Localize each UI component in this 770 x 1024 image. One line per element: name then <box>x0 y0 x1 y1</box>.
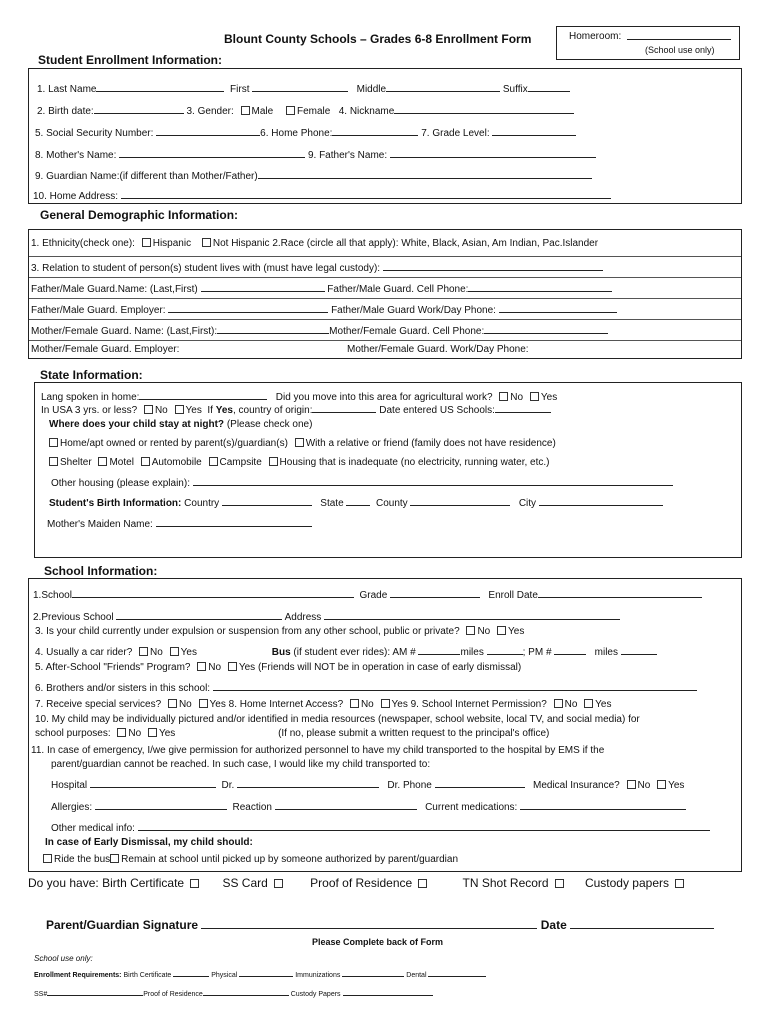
birth-info-label: Student's Birth Information: <box>49 498 182 509</box>
other-medical-row <box>51 820 741 834</box>
father-cell-field[interactable] <box>468 281 612 292</box>
requirements-row <box>34 969 486 979</box>
maiden-row <box>47 516 741 530</box>
ssn-row <box>35 125 741 139</box>
proof-residence-checkbox[interactable] <box>418 879 427 888</box>
country-origin-field[interactable] <box>312 402 376 413</box>
hispanic-checkbox[interactable] <box>142 238 151 247</box>
usa-label: In USA 3 yrs. or less? <box>41 405 138 416</box>
divider <box>29 256 741 257</box>
insurance-yes-label: Yes <box>668 780 685 791</box>
other-medical-label: Other medical info: <box>51 823 135 834</box>
mother-cell-field[interactable] <box>484 323 608 334</box>
country-label: Country <box>184 498 220 509</box>
lang-field[interactable] <box>139 389 267 400</box>
signature-field[interactable] <box>201 916 537 929</box>
birth-row <box>37 103 741 117</box>
father-work-field[interactable] <box>499 302 617 313</box>
complete-back-note: Please Complete back of Form <box>312 937 444 947</box>
proof-residence-label: Proof of Residence <box>310 876 413 890</box>
q3-yes-label: Yes <box>508 626 525 637</box>
internet-no-label: No <box>360 699 374 710</box>
q4-label: 4. Usually a car rider? <box>35 647 133 658</box>
state-label: State <box>320 498 344 509</box>
q5-label: 5. After-School "Friends" Program? <box>35 662 191 673</box>
q5-row <box>35 662 741 673</box>
divider <box>29 277 741 278</box>
friends-yes-label: Yes <box>238 662 256 673</box>
shelter-label: Shelter <box>60 457 92 468</box>
maiden-label: Mother's Maiden Name: <box>47 519 153 530</box>
night-question: Where does your child stay at night? <box>49 419 225 430</box>
q11-row <box>31 745 741 756</box>
other-housing-field[interactable] <box>193 475 673 486</box>
bus-am-label: (if student ever rides): AM # <box>293 647 416 658</box>
student-section-heading: Student Enrollment Information: <box>38 53 222 67</box>
q11-label: 11. In case of emergency, I/we give permission for authorized personnel to have my child transported to the hospital by EMS if the <box>31 745 605 756</box>
enroll-date-label: Enroll Date <box>488 590 538 601</box>
father-work-label: Father/Male Guard Work/Day Phone: <box>331 305 496 316</box>
am-field[interactable] <box>418 644 460 655</box>
father-name-field[interactable] <box>390 147 596 158</box>
doctor-field[interactable] <box>237 777 379 788</box>
ssn-field[interactable] <box>156 125 260 136</box>
not-hispanic-checkbox[interactable] <box>202 238 211 247</box>
agri-no-checkbox[interactable] <box>499 392 508 401</box>
father-cell-label: Father/Male Guard. Cell Phone: <box>327 284 469 295</box>
reaction-field[interactable] <box>275 799 417 810</box>
usa-row <box>41 402 741 416</box>
homeroom-box <box>556 26 740 60</box>
signature-label: Parent/Guardian Signature <box>46 918 199 932</box>
q10-label: 10. My child may be individually pictured and/or identified in media resources (newspaper, school website, local TV, and social media) for <box>35 714 640 725</box>
birth-cert-label: Birth Certificate <box>102 876 185 890</box>
state-section-heading: State Information: <box>40 368 143 382</box>
mother-name-field[interactable] <box>119 147 305 158</box>
not-hispanic-label: Not Hispanic <box>212 238 270 249</box>
req-proof-label: Proof of Residence <box>143 991 203 998</box>
prev-school-field[interactable] <box>116 609 282 620</box>
q10-purpose-label: school purposes: <box>35 728 111 739</box>
q7-label: 7. Receive special services? <box>35 699 162 710</box>
insurance-label: Medical Insurance? <box>533 780 620 791</box>
do-you-have-label: Do you have: <box>28 876 99 890</box>
ss-card-checkbox[interactable] <box>274 879 283 888</box>
custody-papers-checkbox[interactable] <box>675 879 684 888</box>
q11-continued-label: parent/guardian cannot be reached. In such case, I would like my child transported to: <box>51 759 431 770</box>
req-custody-label: Custody Papers <box>290 991 341 998</box>
school-section-heading: School Information: <box>44 564 158 578</box>
last-name-label: 1. Last Name <box>37 84 97 95</box>
q6-row <box>35 680 741 694</box>
permission-yes-label: Yes <box>595 699 612 710</box>
pm-miles-label: miles <box>594 647 618 658</box>
prev-school-row <box>33 609 741 623</box>
homeroom-field[interactable] <box>627 29 731 40</box>
country-origin-label: , country of origin: <box>233 405 313 416</box>
country-field[interactable] <box>222 495 312 506</box>
remain-checkbox[interactable] <box>110 854 119 863</box>
q3-no-label: No <box>477 626 491 637</box>
city-field[interactable] <box>539 495 663 506</box>
nickname-label: 4. Nickname <box>338 106 395 117</box>
custody-papers-label: Custody papers <box>584 876 669 890</box>
office-row-2 <box>34 988 433 998</box>
school-label: 1.School <box>33 590 72 601</box>
mother-guard-name-label: Mother/Female Guard. Name: (Last,First): <box>31 326 218 337</box>
state-field[interactable] <box>346 495 370 506</box>
campsite-checkbox[interactable] <box>209 457 218 466</box>
ethnicity-label: 1. Ethnicity(check one): <box>31 238 135 249</box>
req-ss-label: SS# <box>34 991 48 998</box>
q3-label: 3. Is your child currently under expulsion or suspension from any other school, public or private? <box>35 626 460 637</box>
remain-label: Remain at school until picked up by someone authorized by parent/guardian <box>121 854 459 865</box>
form-title: Blount County Schools – Grades 6-8 Enrollment Form <box>224 32 532 46</box>
father-guard-name-label: Father/Male Guard.Name: (Last,First) <box>31 284 198 295</box>
guardian-label: 9. Guardian Name:(if different than Mother/Father) <box>35 171 258 182</box>
req-physical-label: Physical <box>211 972 238 979</box>
suffix-field[interactable] <box>528 81 570 92</box>
car-no-checkbox[interactable] <box>139 647 148 656</box>
media-yes-checkbox[interactable] <box>148 728 157 737</box>
dismissal-row <box>45 837 741 848</box>
last-name-field[interactable] <box>96 81 224 92</box>
reaction-label: Reaction <box>232 802 272 813</box>
car-no-label: No <box>150 647 163 658</box>
req-proof-field[interactable] <box>203 988 289 996</box>
req-immunizations-field[interactable] <box>342 969 404 977</box>
q6-label: 6. Brothers and/or sisters in this school: <box>35 683 211 694</box>
grade-label: Grade <box>359 590 388 601</box>
bus-label: Bus <box>271 647 291 658</box>
maiden-field[interactable] <box>156 516 312 527</box>
allergies-label: Allergies: <box>51 802 93 813</box>
guardian-row <box>35 168 741 182</box>
relative-option-label: With a relative or friend (family does not have residence) <box>305 438 556 449</box>
first-name-label: First <box>230 84 250 95</box>
q7-row <box>35 699 741 710</box>
nickname-field[interactable] <box>394 103 574 114</box>
friends-no-checkbox[interactable] <box>197 662 206 671</box>
signature-row <box>46 916 714 932</box>
name-row <box>37 81 741 95</box>
siblings-field[interactable] <box>213 680 697 691</box>
motel-label: Motel <box>109 457 134 468</box>
father-name-row <box>31 281 741 295</box>
ss-card-label: SS Card <box>222 876 268 890</box>
female-label: Female <box>297 106 331 117</box>
county-field[interactable] <box>410 495 510 506</box>
date-label: Date <box>540 918 567 932</box>
ssn-label: 5. Social Security Number: <box>35 128 154 139</box>
pm-field[interactable] <box>554 644 586 655</box>
req-ss-field[interactable] <box>47 988 143 996</box>
automobile-label: Automobile <box>151 457 202 468</box>
campsite-label: Campsite <box>219 457 262 468</box>
demographic-section-heading: General Demographic Information: <box>40 208 239 222</box>
req-custody-field[interactable] <box>343 988 433 996</box>
dismissal-label: In case of Early Dismissal, my child should: <box>45 837 253 848</box>
req-birth-cert-label: Birth Certificate <box>123 972 172 979</box>
mother-guard-name-field[interactable] <box>217 323 329 334</box>
lang-row <box>41 389 741 403</box>
agri-yes-label: Yes <box>540 392 558 403</box>
ethnicity-row <box>31 238 741 249</box>
req-dental-field[interactable] <box>428 969 486 977</box>
divider <box>29 319 741 320</box>
mother-employer-label: Mother/Female Guard. Employer: <box>31 344 180 355</box>
divider <box>29 340 741 341</box>
req-immunizations-label: Immunizations <box>295 972 341 979</box>
dismissal-options-row <box>43 854 741 865</box>
media-no-checkbox[interactable] <box>117 728 126 737</box>
car-yes-checkbox[interactable] <box>170 647 179 656</box>
agri-label: Did you move into this area for agricultural work? <box>275 392 493 403</box>
date-field[interactable] <box>570 916 714 929</box>
q3-row <box>35 626 741 637</box>
services-no-checkbox[interactable] <box>168 699 177 708</box>
am-miles-label: miles <box>460 647 484 658</box>
female-checkbox[interactable] <box>286 106 295 115</box>
services-no-label: No <box>178 699 192 710</box>
car-yes-label: Yes <box>180 647 197 658</box>
am-miles-field[interactable] <box>487 644 523 655</box>
internet-yes-checkbox[interactable] <box>381 699 390 708</box>
ride-bus-checkbox[interactable] <box>43 854 52 863</box>
father-employer-label: Father/Male Guard. Employer: <box>31 305 166 316</box>
state-section <box>34 382 742 558</box>
hispanic-label: Hispanic <box>152 238 192 249</box>
usa-no-label: No <box>154 405 168 416</box>
mother-work-label: Mother/Female Guard. Work/Day Phone: <box>347 344 529 355</box>
permission-no-label: No <box>564 699 578 710</box>
req-birth-cert-field[interactable] <box>173 969 209 977</box>
birth-info-row <box>49 495 741 509</box>
home-address-label: 10. Home Address: <box>33 191 119 202</box>
father-name-label: 9. Father's Name: <box>307 150 388 161</box>
prev-address-label: Address <box>284 612 322 623</box>
relation-field[interactable] <box>383 260 603 271</box>
first-name-field[interactable] <box>252 81 348 92</box>
inadequate-label: Housing that is inadequate (no electricity, running water, etc.) <box>279 457 550 468</box>
homeroom-label: Homeroom: <box>569 31 622 42</box>
shelter-checkbox[interactable] <box>49 457 58 466</box>
q3-no-checkbox[interactable] <box>466 626 475 635</box>
middle-name-label: Middle <box>356 84 387 95</box>
housing-row-1 <box>49 438 741 449</box>
other-housing-row <box>51 475 741 489</box>
home-phone-field[interactable] <box>332 125 418 136</box>
tn-shot-checkbox[interactable] <box>555 879 564 888</box>
male-checkbox[interactable] <box>241 106 250 115</box>
permission-yes-checkbox[interactable] <box>584 699 593 708</box>
lang-label: Lang spoken in home: <box>41 392 140 403</box>
q5-note: (Friends will NOT be in operation in case of early dismissal) <box>257 662 522 673</box>
media-yes-label: Yes <box>158 728 176 739</box>
hospital-field[interactable] <box>90 777 216 788</box>
office-use-label: School use only: <box>34 954 93 963</box>
doctor-label: Dr. <box>221 780 235 791</box>
check-one-note: (Please check one) <box>226 419 313 430</box>
agri-no-label: No <box>510 392 524 403</box>
mother-name-row <box>31 323 741 337</box>
father-employer-field[interactable] <box>168 302 328 313</box>
usa-yes-label: Yes <box>185 405 202 416</box>
date-entered-label: Date entered US Schools: <box>379 405 495 416</box>
male-label: Male <box>251 106 274 117</box>
ride-bus-label: Ride the bus <box>54 854 111 865</box>
middle-name-field[interactable] <box>386 81 500 92</box>
housing-row-2 <box>49 457 741 468</box>
agri-yes-checkbox[interactable] <box>530 392 539 401</box>
home-address-field[interactable] <box>121 188 611 199</box>
medications-field[interactable] <box>520 799 686 810</box>
divider <box>29 298 741 299</box>
if-yes-label: Yes <box>215 405 233 416</box>
mother-name-label: 8. Mother's Name: <box>35 150 117 161</box>
friends-yes-checkbox[interactable] <box>228 662 237 671</box>
address-row <box>33 188 741 202</box>
automobile-checkbox[interactable] <box>141 457 150 466</box>
date-entered-field[interactable] <box>495 402 551 413</box>
birth-date-label: 2. Birth date: <box>37 106 94 117</box>
internet-yes-label: Yes <box>391 699 408 710</box>
birth-cert-checkbox[interactable] <box>190 879 199 888</box>
suffix-label: Suffix <box>502 84 528 95</box>
home-checkbox[interactable] <box>49 438 58 447</box>
services-yes-label: Yes <box>209 699 226 710</box>
demographic-section <box>28 229 742 359</box>
other-medical-field[interactable] <box>138 820 710 831</box>
county-label: County <box>376 498 408 509</box>
gender-label: 3. Gender: <box>186 106 234 117</box>
requirements-label: Enrollment Requirements: <box>34 972 122 979</box>
friends-no-label: No <box>208 662 222 673</box>
prev-address-field[interactable] <box>324 609 620 620</box>
grade-level-field[interactable] <box>492 125 576 136</box>
birth-date-field[interactable] <box>94 103 184 114</box>
enroll-date-field[interactable] <box>538 587 702 598</box>
other-housing-label: Other housing (please explain): <box>51 478 190 489</box>
tn-shot-label: TN Shot Record <box>462 876 549 890</box>
q9-label: 9. School Internet Permission? <box>410 699 547 710</box>
usa-no-checkbox[interactable] <box>144 405 153 414</box>
internet-no-checkbox[interactable] <box>350 699 359 708</box>
usa-yes-checkbox[interactable] <box>175 405 184 414</box>
medications-label: Current medications: <box>425 802 518 813</box>
req-dental-label: Dental <box>406 972 427 979</box>
school-row <box>33 587 741 601</box>
school-section <box>28 578 742 872</box>
night-row <box>49 419 741 430</box>
insurance-no-label: No <box>637 780 651 791</box>
grade-level-label: 7. Grade Level: <box>421 128 490 139</box>
if-label: If <box>207 405 213 416</box>
race-label: 2.Race (circle all that apply): White, Black, Asian, Am Indian, Pac.Islander <box>272 238 599 249</box>
q10-note: (If no, please submit a written request to the principal's office) <box>278 728 550 739</box>
student-section <box>28 68 742 204</box>
media-no-label: No <box>128 728 142 739</box>
req-physical-field[interactable] <box>239 969 293 977</box>
motel-checkbox[interactable] <box>98 457 107 466</box>
relation-label: 3. Relation to student of person(s) student lives with (must have legal custody): <box>31 263 381 274</box>
permission-no-checkbox[interactable] <box>554 699 563 708</box>
q4-row <box>35 644 741 658</box>
services-yes-checkbox[interactable] <box>199 699 208 708</box>
school-use-note: (School use only) <box>645 45 715 55</box>
insurance-yes-checkbox[interactable] <box>657 780 666 789</box>
documents-row <box>28 876 686 890</box>
q10-row-2 <box>35 728 741 739</box>
relative-checkbox[interactable] <box>295 438 304 447</box>
relation-row <box>31 260 741 274</box>
home-option-label: Home/apt owned or rented by parent(s)/guardian(s) <box>60 438 288 449</box>
q8-label: 8. Home Internet Access? <box>228 699 344 710</box>
doctor-phone-label: Dr. Phone <box>387 780 432 791</box>
q3-yes-checkbox[interactable] <box>497 626 506 635</box>
allergies-field[interactable] <box>95 799 227 810</box>
home-phone-label: 6. Home Phone: <box>260 128 333 139</box>
father-guard-name-field[interactable] <box>201 281 325 292</box>
pm-miles-field[interactable] <box>621 644 657 655</box>
allergies-row <box>51 799 741 813</box>
q11-row-2 <box>51 759 741 770</box>
mother-cell-label: Mother/Female Guard. Cell Phone: <box>329 326 485 337</box>
q10-row <box>35 714 741 725</box>
guardian-field[interactable] <box>258 168 592 179</box>
school-field[interactable] <box>72 587 354 598</box>
grade-field[interactable] <box>390 587 480 598</box>
prev-school-label: 2.Previous School <box>33 612 114 623</box>
father-employer-row <box>31 302 741 316</box>
parents-row <box>35 147 741 161</box>
doctor-phone-field[interactable] <box>435 777 525 788</box>
pm-label: ; PM # <box>522 647 552 658</box>
insurance-no-checkbox[interactable] <box>627 780 636 789</box>
hospital-row <box>51 777 741 791</box>
inadequate-checkbox[interactable] <box>269 457 278 466</box>
city-label: City <box>518 498 537 509</box>
hospital-label: Hospital <box>51 780 88 791</box>
